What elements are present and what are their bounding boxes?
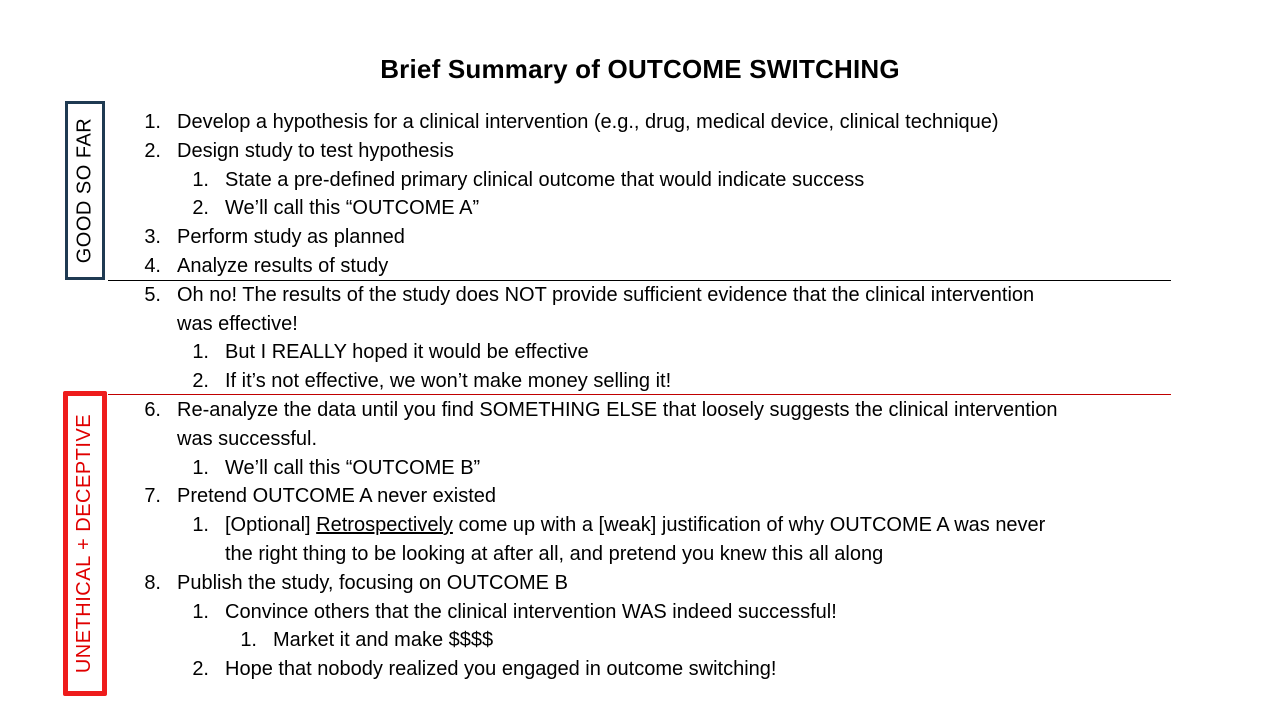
good-so-far-label: GOOD SO FAR — [73, 117, 96, 264]
list-item-continuation — [0, 425, 1280, 454]
list-item-text: State a pre-defined primary clinical outcome that would indicate success — [225, 168, 865, 191]
list-item-text: Re-analyze the data until you find SOMETHING ELSE that loosely suggests the clinical intervention — [177, 398, 1058, 421]
list-item-number: 3. — [144, 226, 161, 249]
list-item-number: 2. — [144, 139, 161, 162]
list-item-text: Design study to test hypothesis — [177, 139, 454, 162]
list-item-text: Pretend OUTCOME A never existed — [177, 485, 497, 508]
list-item-number: 1. — [192, 168, 209, 191]
underlined-word: Retrospectively — [316, 514, 453, 537]
list-item-text: Oh no! The results of the study does NOT provide sufficient evidence that the clinical intervention — [177, 283, 1035, 306]
list-item-text: was successful. — [177, 427, 318, 450]
list-item-number: 6. — [144, 398, 161, 421]
list-item-number: 7. — [144, 485, 161, 508]
list-item — [0, 223, 1280, 252]
list-item — [0, 511, 1280, 540]
list-item-text: But I REALLY hoped it would be effective — [225, 341, 589, 364]
list-item — [0, 281, 1280, 310]
list-item-number: 1. — [192, 514, 209, 537]
list-item-text: Analyze results of study — [177, 254, 389, 277]
list-item-text-rest: come up with a [weak] justification of why OUTCOME A was never — [452, 514, 1046, 537]
list-item — [0, 252, 1280, 281]
list-item-number: 1. — [144, 111, 161, 133]
list-item — [0, 454, 1280, 483]
list-item — [0, 166, 1280, 195]
list-item-text: Market it and make $$$$ — [273, 629, 494, 652]
list-item-text: If it’s not effective, we won’t make money selling it! — [225, 370, 672, 393]
optional-prefix: [Optional] — [225, 514, 317, 537]
list-item-number: 4. — [144, 254, 161, 277]
list-item-number: 1. — [192, 600, 209, 623]
list-item-text: Develop a hypothesis for a clinical intervention (e.g., drug, medical device, clinical technique) — [177, 111, 999, 133]
list-item-text: was effective! — [177, 312, 298, 335]
list-item — [0, 194, 1280, 223]
list-item — [0, 367, 1280, 396]
outcome-switching-steps — [0, 108, 1280, 684]
list-item-number: 8. — [144, 571, 161, 594]
list-item — [0, 482, 1280, 511]
list-item-text: Publish the study, focusing on OUTCOME B — [177, 571, 568, 594]
list-item-number: 5. — [144, 283, 161, 306]
list-item-text: We’ll call this “OUTCOME B” — [225, 456, 481, 479]
list-item-text: the right thing to be looking at after all, and pretend you knew this all along — [225, 542, 884, 565]
list-item — [0, 655, 1280, 684]
page-title: Brief Summary of OUTCOME SWITCHING — [380, 54, 900, 84]
list-item-continuation — [0, 540, 1280, 569]
list-item-number: 1. — [192, 341, 209, 364]
list-item-text: Perform study as planned — [177, 226, 405, 249]
list-item — [0, 137, 1280, 166]
list-item — [0, 569, 1280, 598]
list-item-text: Convince others that the clinical intervention WAS indeed successful! — [225, 600, 837, 623]
list-item — [0, 598, 1280, 627]
list-item-number: 1. — [192, 456, 209, 479]
unethical-deceptive-label: UNETHICAL + DECEPTIVE — [73, 413, 96, 674]
list-item — [0, 626, 1280, 655]
list-item-number: 1. — [240, 629, 257, 652]
list-item-text: We’ll call this “OUTCOME A” — [225, 197, 480, 220]
list-item — [0, 396, 1280, 425]
list-item — [0, 108, 1280, 137]
list-item-text: Hope that nobody realized you engaged in outcome switching! — [225, 658, 777, 681]
list-item — [0, 338, 1280, 367]
list-item-text — [225, 511, 1045, 540]
list-item-number: 2. — [192, 370, 209, 393]
list-item-number: 2. — [192, 658, 209, 681]
list-item-number: 2. — [192, 197, 209, 220]
list-item-continuation — [0, 310, 1280, 339]
